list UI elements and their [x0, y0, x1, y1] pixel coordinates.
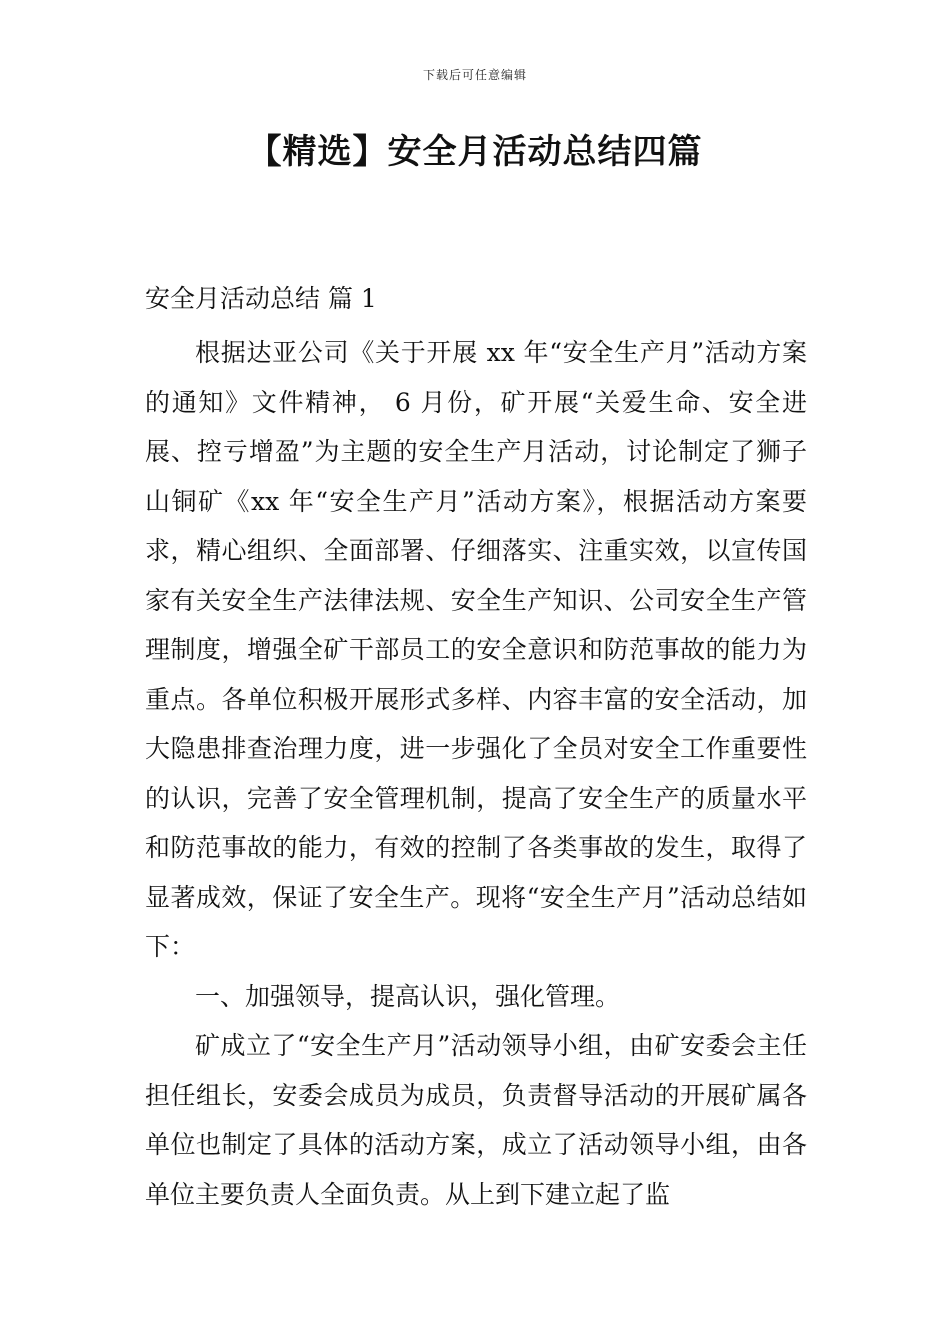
document-body [145, 328, 807, 1219]
paragraph-intro: 根据达亚公司《关于开展 xx 年“安全生产月”活动方案的通知》文件精神， 6 月份，矿开展“关爱生命、安全进展、控亏增盈”为主题的安全生产月活动，讨论制定了狮子山铜矿《xx 年“安全生产月”活动方案》，根据活动方案要求，精心组织、全面部署、仔细落实、注重实效，以宣传国家有关安全生产法律法规、安全生产知识、公司安全生产管理制度，增强全矿干部员工的安全意识和防范事故的能力为重点。各单位积极开展形式多样、内容丰富的安全活动，加大隐患排查治理力度，进一步强化了全员对安全工作重要性的认识，完善了安全管理机制，提高了安全生产的质量水平和防范事故的能力，有效的控制了各类事故的发生，取得了显著成效，保证了安全生产。现将“安全生产月”活动总结如下： [145, 338, 807, 961]
section-heading: 安全月活动总结 篇 1 [145, 284, 377, 313]
document-title: 【精选】安全月活动总结四篇 [247, 132, 703, 172]
header-note: 下载后可任意编辑 [422, 68, 527, 82]
paragraph-leadership: 矿成立了“安全生产月”活动领导小组，由矿安委会主任担任组长，安委会成员为成员，负责督导活动的开展矿属各单位也制定了具体的活动方案，成立了活动领导小组，由各单位主要负责人全面负责。从上到下建立起了监 [145, 1031, 807, 1209]
paragraph-subheading: 一、加强领导，提高认识，强化管理。 [195, 981, 621, 1011]
